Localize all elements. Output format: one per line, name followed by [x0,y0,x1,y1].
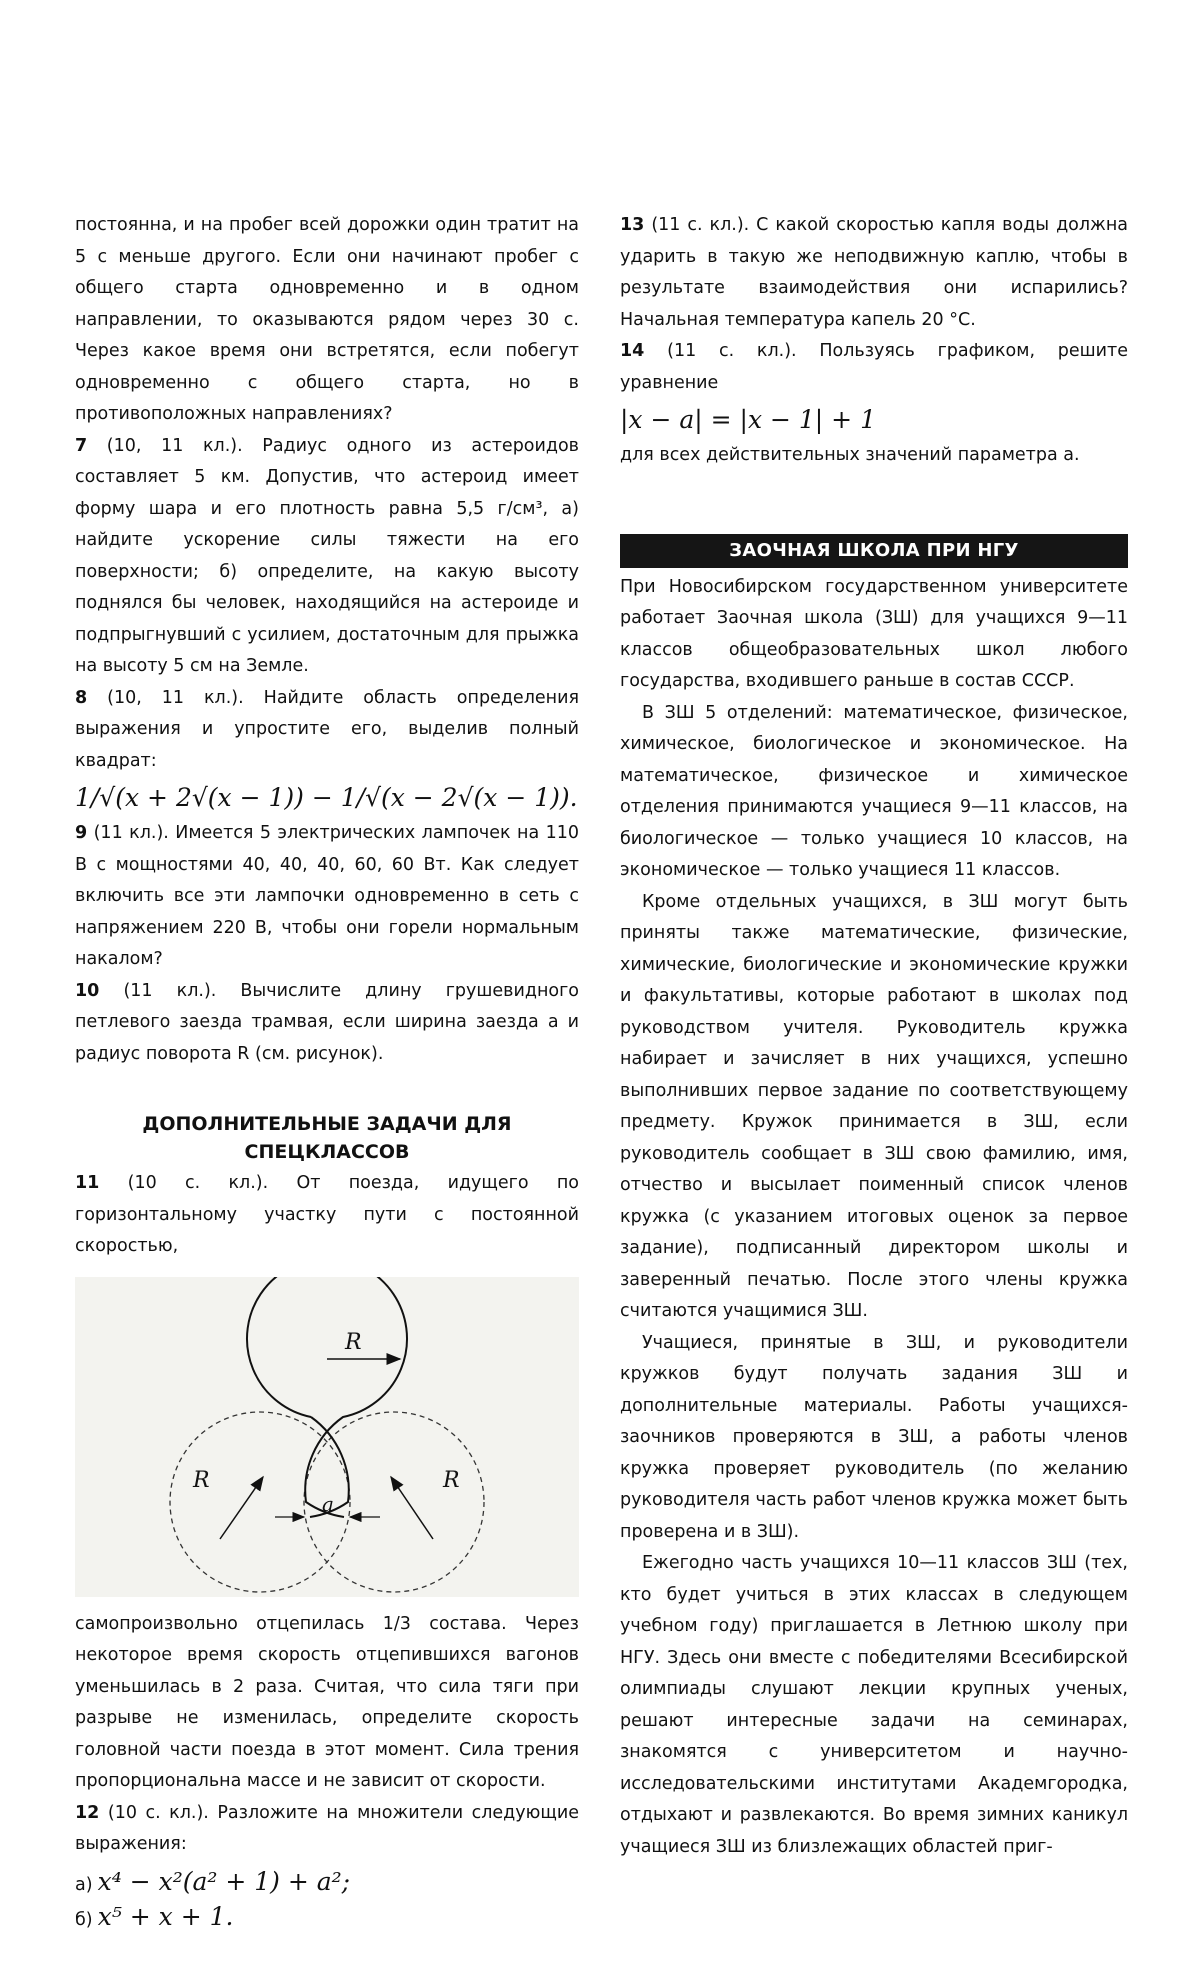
problem-12-b-formula: x⁵ + x + 1. [97,1901,234,1931]
problem-12-a-label: а) [75,1874,93,1895]
tram-loop-figure [75,1277,579,1597]
problem-12-b [75,1902,579,1931]
right-radius-arrow [391,1477,433,1539]
left-radius-label: R [193,1467,210,1493]
problem-11-text: (10 с. кл.). От поезда, идущего по горизонтальному участку пути с постоянной скоростью, [75,1173,579,1256]
school-paragraph-3: Кроме отдельных учащихся, в ЗШ могут быть приняты также математические, физические, химические, биологические и экономические кружки и факультативы, которые работают в школах под руководством учителя. Руководитель кружка набирает и зачисляет в них учащихся, успешно выполнивших первое задание по соответствующему предмету. Кружок принимается в ЗШ, если руководитель сообщает в ЗШ свою фамилию, имя, отчество и высылает поименный список членов кружка (с указанием итоговых оценок за первое задание), подписанный директором школы и заверенный печатью. После этого члены кружка считаются учащимися ЗШ. [620,891,1128,1321]
problem-7-text: (10, 11 кл.). Радиус одного из астероидов составляет 5 км. Допустив, что астероид имеет форму шара и его плотность равна 5,5 г/см³, а) найдите ускорение силы тяжести на его поверхности; б) определите, на какую высоту поднялся бы человек, находящийся на астероиде и подпрыгнувший с усилием, достаточным для прыжка на высоту 5 см на Земле. [75,435,579,676]
problem-9-text: (11 кл.). Имеется 5 электрических лампочек на 110 В с мощностями 40, 40, 40, 60, 60 Вт. Как следует включить все эти лампочки одновременно в сеть с напряжением 220 В, чтобы они горели нормальным накалом? [75,823,579,969]
tram-loop-diagram [75,1277,579,1597]
left-column [75,210,579,1937]
problem-13-text: (11 с. кл.). С какой скоростью капля воды должна ударить в такую же неподвижную каплю, чтобы в результате взаимодействия они испарились? Начальная температура капель 20 °С. [620,215,1128,330]
problem-7 [75,431,579,683]
loop-track [247,1277,407,1517]
problem-13 [620,210,1128,336]
problem-12-text: (10 с. кл.). Разложите на множители следующие выражения: [75,1802,579,1854]
spacer [620,472,1128,534]
problem-11 [75,1168,579,1263]
problem-14-formula: |x − a| = |x − 1| + 1 [620,405,876,434]
problem-9 [75,818,579,976]
problem-6-continuation: постоянна, и на пробег всей дорожки один тратит на 5 с меньше другого. Если они начинают пробег с общего старта одновременно и в одном направлении, то оказываются рядом через 30 с. Через какое время они встретятся, если побегут одновременно с общего старта, но в противоположных направлениях? [75,215,579,424]
problem-12-number: 12 [75,1802,100,1823]
problem-14 [620,336,1128,399]
problem-11-continuation: самопроизвольно отцепилась 1/3 состава. Через некоторое время скорость отцепившихся вагонов уменьшилась в 2 раза. Считая, что сила тяги при разрыве не изменилась, определите скорость головной части поезда в этот момент. Сила трения пропорциональна массе и не зависит от скорости. [75,1613,579,1791]
school-paragraph-5: Ежегодно часть учащихся 10—11 классов ЗШ (тех, кто будет учиться в этих классах в следующем учебном году) приглашается в Летнюю школу при НГУ. Здесь они вместе с победителями Всесибирской олимпиады слушают лекции крупных ученых, решают интересные задачи на семинарах, знакомятся с университетом и научно-исследовательскими институтами Академгородка, отдыхают и развлекаются. Во время зимних каникул учащиеся ЗШ из близлежащих областей приг- [620,1553,1128,1857]
problem-14-text: (11 с. кл.). Пользуясь графиком, решите уравнение [620,341,1128,393]
problem-10 [75,976,579,1071]
problem-14-number: 14 [620,341,645,361]
right-column [620,210,1128,1863]
left-radius-arrow [220,1477,263,1539]
problem-12 [75,1798,579,1861]
problem-8 [75,683,579,778]
section-banner-correspondence-school: ЗАОЧНАЯ ШКОЛА ПРИ НГУ [620,534,1128,568]
right-radius-label: R [443,1467,460,1493]
width-label: a [322,1491,334,1516]
top-radius-label: R [345,1329,362,1355]
problem-13-number: 13 [620,215,645,235]
problem-12-b-label: б) [75,1909,93,1930]
section-heading-special-classes: ДОПОЛНИТЕЛЬНЫЕ ЗАДАЧИ ДЛЯ СПЕЦКЛАССОВ [142,1113,512,1163]
school-paragraph-4: Учащиеся, принятые в ЗШ, и руководители кружков будут получать задания ЗШ и дополнительные материалы. Работы учащихся-заочников проверяются в ЗШ, а работы членов кружка проверяет руководитель (по желанию руководителя часть работ членов кружка может быть проверена и в ЗШ). [620,1332,1128,1542]
problem-8-number: 8 [75,687,88,708]
problem-11-number: 11 [75,1173,100,1193]
problem-9-number: 9 [75,823,88,843]
problem-8-formula: 1/√(x + 2√(x − 1)) − 1/√(x − 2√(x − 1)). [75,783,578,812]
problem-12-a-formula: x⁴ − x²(a² + 1) + a²; [97,1866,351,1896]
problem-10-number: 10 [75,980,100,1001]
problem-10-text: (11 кл.). Вычислите длину грушевидного петлевого заезда трамвая, если ширина заезда a и радиус поворота R (см. рисунок). [75,980,579,1064]
problem-8-text: (10, 11 кл.). Найдите область определения выражения и упростите его, выделив полный квадрат: [75,687,579,771]
school-paragraph-2: В ЗШ 5 отделений: математическое, физическое, химическое, биологическое и экономическое. На математическое, физическое и химическое отделения принимаются учащиеся 9—11 классов, на биологическое — только учащиеся 10 классов, на экономическое — только учащиеся 11 классов. [620,702,1128,880]
problem-14-after: для всех действительных значений параметра a. [620,445,1080,465]
problem-7-number: 7 [75,435,88,456]
problem-12-a [75,1867,579,1896]
school-paragraph-1: При Новосибирском государственном университете работает Заочная школа (ЗШ) для учащихся 9—11 классов общеобразовательных школ любого государства, входившего раньше в состав СССР. [620,576,1128,691]
